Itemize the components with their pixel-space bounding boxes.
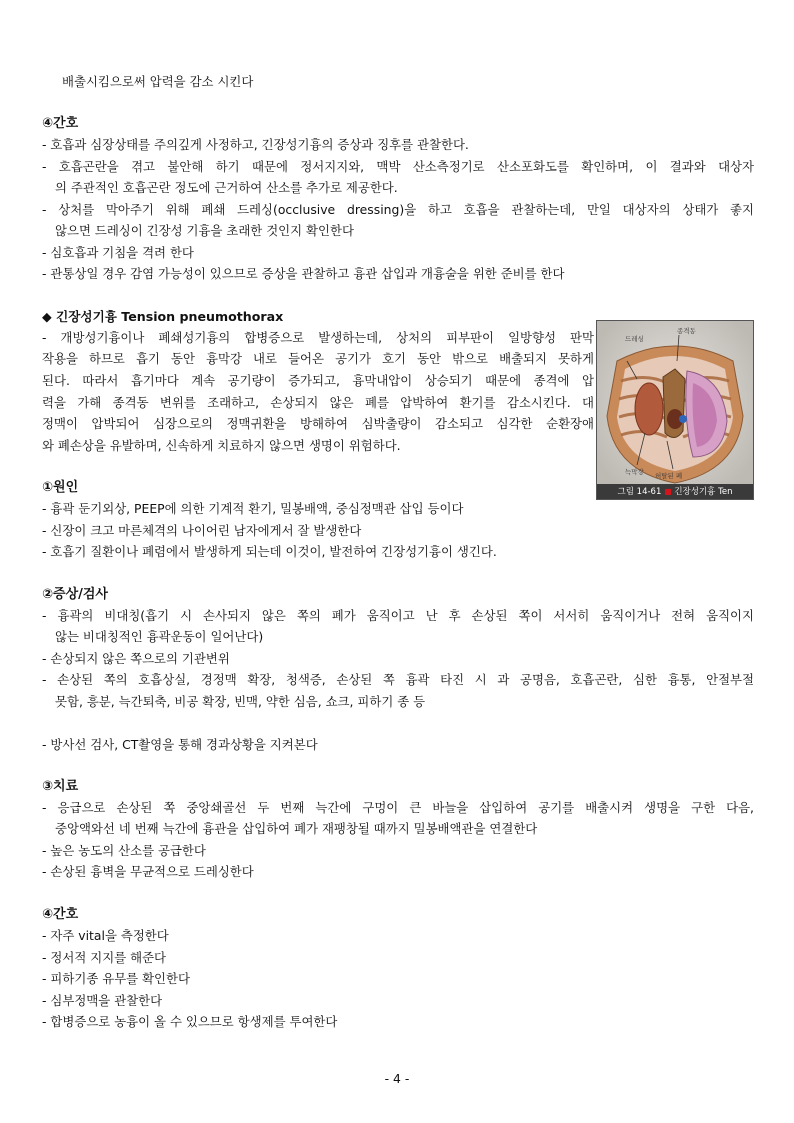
text-line: - 흉곽 둔기외상, PEEP에 의한 기계적 환기, 밀봉배액, 중심정맥관 삽입 등이다 (42, 501, 464, 516)
text-line: - 자주 vital을 측정한다 (42, 928, 169, 943)
text-line: 못함, 흥분, 늑간퇴축, 비공 확장, 빈맥, 약한 심음, 쇼크, 피하기 종 등 (55, 694, 426, 709)
figure-caption (597, 484, 753, 499)
text-line: - 피하기종 유무를 확인한다 (42, 971, 190, 986)
figure-label-mediastinum: 종격동 (677, 327, 696, 335)
section-heading-nursing: ④간호 (42, 116, 79, 131)
section-heading-symptoms: ②증상/검사 (42, 587, 108, 602)
tension-pneumothorax-figure (596, 320, 754, 500)
figure-caption-suffix: Ten (718, 487, 733, 497)
text-line: - 신장이 크고 마른체격의 나이어린 남자에게서 잘 발생한다 (42, 523, 362, 538)
section-heading-cause: ①원인 (42, 480, 79, 495)
text-line: - 흉곽의 비대칭(흡기 시 손사되지 않은 쪽의 폐가 움직이고 난 후 손상된 쪽이 서서히 움직이거나 전혀 움직이지 (42, 608, 754, 623)
text-line: - 호흡곤란을 겪고 불안해 하기 때문에 정서지지와, 맥박 산소측정기로 산소포화도를 확인하며, 이 결과와 대상자 (42, 159, 754, 174)
text-line: - 응급으로 손상된 쪽 중앙쇄골선 두 번째 늑간에 구멍이 큰 바늘을 삽입하여 공기를 배출시켜 생명을 구한 다음, (42, 800, 754, 815)
section-heading-treatment: ③치료 (42, 779, 79, 794)
text-line: - 합병증으로 농흉이 올 수 있으므로 항생제를 투여한다 (42, 1014, 338, 1029)
section-heading-nursing-2: ④간호 (42, 907, 79, 922)
text-line: 정맥이 압박되어 심장으로의 정맥귀환을 방해하여 심박출량이 감소되고 심각한 순환장애 (42, 416, 594, 431)
text-line: 않으면 드레싱이 긴장성 기흉을 초래한 것인지 확인한다 (55, 223, 354, 238)
figure-caption-number: 그림 14-61 (617, 487, 662, 497)
text-line: 력을 가해 종격동 변위를 조래하고, 손상되지 않은 폐를 압박하여 환기를 감소시킨다. 대 (42, 395, 594, 410)
text-line: 중앙액와선 네 번째 늑간에 흉관을 삽입하여 폐가 재팽창될 때까지 밀봉배액관을 연결한다 (55, 821, 538, 836)
text-line: - 방사선 검사, CT촬영을 통해 경과상황을 지켜본다 (42, 737, 318, 752)
text-line: - 손상된 쪽의 호흡상실, 경정맥 확장, 청색증, 손상된 쪽 흉곽 타진 시 과 공명음, 호흡곤란, 심한 흉통, 안절부절 (42, 672, 754, 687)
text-line: - 손상된 흉벽을 무균적으로 드레싱한다 (42, 864, 254, 879)
text-line: 않는 비대칭적인 흉곽운동이 일어난다) (55, 629, 264, 644)
section-heading-tension-pneumothorax: ◆ 긴장성기흉 Tension pneumothorax (42, 309, 284, 324)
text-line: - 호흡과 심장상태를 주의깊게 사정하고, 긴장성기흉의 증상과 징후를 관찰한다. (42, 137, 469, 152)
caption-square-icon: ■ (664, 487, 672, 496)
text-line: 된다. 따라서 흡기마다 계속 공기량이 증가되고, 흉막내압이 상승되기 때문에 종격에 압 (42, 373, 594, 388)
text-line: - 심부정맥을 관찰한다 (42, 993, 163, 1008)
text-line: - 정서적 지지를 해준다 (42, 950, 167, 965)
text-line: 배출시킴으로써 압력을 감소 시킨다 (62, 74, 254, 89)
text-line: - 높은 농도의 산소를 공급한다 (42, 843, 206, 858)
text-line: - 심호흡과 기침을 격려 한다 (42, 245, 194, 260)
text-line: - 호흡기 질환이나 폐렴에서 발생하게 되는데 이것이, 발전하여 긴장성기흉이 생긴다. (42, 544, 497, 559)
text-line: 작용을 하므로 흡기 동안 흉막강 내로 들어온 공기가 호기 동안 밖으로 배출되지 못하게 (42, 351, 594, 366)
text-line: 의 주관적인 호흡곤란 정도에 근거하여 산소를 추가로 제공한다. (55, 180, 398, 195)
page-number: - 4 - (384, 1071, 410, 1086)
text-line: - 손상되지 않은 쪽으로의 기관변위 (42, 651, 230, 666)
text-line: - 상처를 막아주기 위해 폐쇄 드레싱(occlusive dressing)을 하고 호흡을 관찰하는데, 만일 대상자의 상태가 좋지 (42, 202, 754, 217)
figure-label-pleura: 늑막강 (625, 468, 644, 476)
figure-label-collapsed-lung: 허탈된 폐 (655, 472, 683, 480)
figure-label-dressing: 드레싱 (625, 335, 644, 343)
text-line: - 개방성기흉이나 폐쇄성기흉의 합병증으로 발생하는데, 상처의 피부판이 일방향성 판막 (42, 330, 594, 345)
text-line: 와 폐손상을 유발하며, 신속하게 치료하지 않으면 생명이 위험하다. (42, 438, 401, 453)
text-line: - 관통상일 경우 감염 가능성이 있으므로 증상을 관찰하고 흉관 삽입과 개흉술을 위한 준비를 한다 (42, 266, 565, 281)
figure-caption-title: 긴장성기흉 (674, 487, 716, 497)
